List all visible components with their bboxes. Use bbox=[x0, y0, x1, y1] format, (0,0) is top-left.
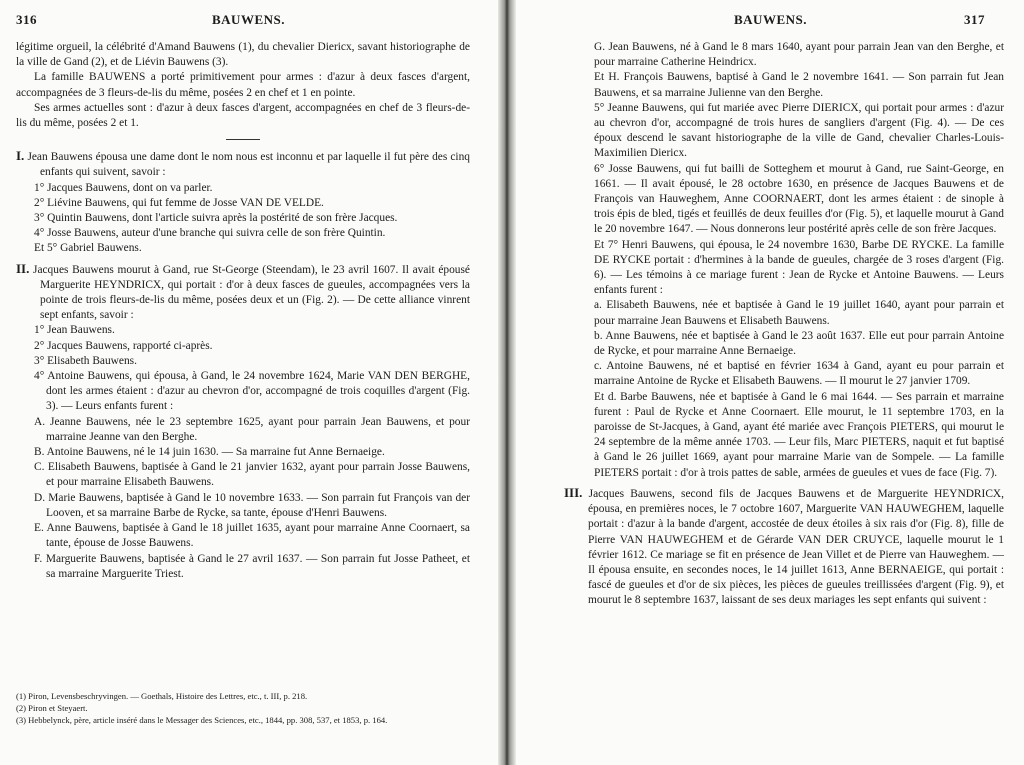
footnote: (2) Piron et Steyaert. bbox=[16, 703, 88, 713]
paragraph: légitime orgueil, la célébrité d'Amand Bauwens (1), du chevalier Diericx, savant historiographe de la ville de Gand (2), et de Liévin Bauwens (3). bbox=[16, 41, 470, 69]
paragraph: a. Elisabeth Bauwens, née et baptisée à Gand le 19 juillet 1640, ayant pour parrain et pour marraine Jean Bauwens et Elisabeth Bauwens. bbox=[594, 299, 1004, 327]
paragraph: 6° Josse Bauwens, qui fut bailli de Sotteghem et mourut à Gand, rue Saint-George, en 1661. — Il avait épousé, le 28 octobre 1630, en présence de Jacques Bauwens et de François van Hauweghem, Anne COORNAERT, dont les armes étaient : de sinople à trois épis de bled, tigés et feuillés de deux feuilles d'or (Fig. 5), et laquelle mourut à Gand le 20 novembre 1647. — Nous donnerons leur postérité après celle de son frère Jacques. bbox=[594, 162, 1004, 236]
paragraph: F. Marguerite Bauwens, baptisée à Gand le 27 avril 1637. — Son parrain fut Josse Patheet, et sa marraine Marguerite Triest. bbox=[34, 552, 470, 580]
paragraph: C. Elisabeth Bauwens, baptisée à Gand le 21 janvier 1632, ayant pour parrain Josse Bauwens, et pour marraine Elisabeth Bauwens. bbox=[34, 461, 470, 489]
paragraph-text: Jacques Bauwens, second fils de Jacques Bauwens et de Marguerite HEYNDRICX, épousa, en premières noces, le 7 octobre 1607, Marguerite VAN HAUWEGHEM, laquelle portait : d'azur à la bande d'argent, accostée de deux étoiles à six rais d'or (Fig. 8), fille de Pierre VAN HAUWEGHEM et de Gérarde VAN DER CRUYCE, laquelle mourut le 1 février 1612. Ce mariage se fit en présence de Jean Villet et de Pierre van Hauweghem. — Il épousa ensuite, en secondes noces, le 14 juillet 1613, Anne BERNAEIGE, qui portait : fascé de gueules et d'or de six pièces, les pièces de gueules treillissées d'argent (Fig. 9), et mourut le 8 septembre 1637, laissant de ses deux mariages les sept enfants qui suivent : bbox=[588, 487, 1004, 607]
paragraph: b. Anne Bauwens, née et baptisée à Gand le 23 août 1637. Elle eut pour parrain Antoine de Rycke, et pour marraine Anne Bernaeige. bbox=[594, 329, 1004, 358]
page-number: 316 bbox=[16, 12, 37, 27]
paragraph-text: Jacques Bauwens mourut à Gand, rue St-George (Steendam), le 23 avril 1607. Il avait épousé Marguerite HEYNDRICX, qui portait : d'or à deux fasces de gueules, accompagnées vers la pointe de trois fleurs-de-lis du même, posées deux et un (Fig. 2). — De cette alliance vinrent sept enfants, savoir : bbox=[33, 263, 470, 322]
paragraph: c. Antoine Bauwens, né et baptisé en février 1634 à Gand, ayant eu pour parrain et marraine Antoine de Rycke et Elisabeth Bauwens. — Il mourut le 27 janvier 1709. bbox=[594, 360, 1004, 388]
paragraph: 5° Jeanne Bauwens, qui fut mariée avec Pierre DIERICX, qui portait pour armes : d'azur au chevron d'or, accompagné de trois hures de sangliers d'argent (Fig. 4). — De ces époux descend le savant historiographe de la ville de Gand, chevalier Charles-Louis-Maximilien Diericx. bbox=[594, 101, 1004, 160]
section-numeral: I. bbox=[16, 148, 25, 164]
paragraph-text: Jean Bauwens épousa une dame dont le nom nous est inconnu et par laquelle il fut père des cinq enfants qui suivent, savoir : bbox=[27, 151, 470, 179]
footnote: (3) Hebbelynck, père, article inséré dans le Messager des Sciences, etc., 1844, pp. 308, 537, et 1853, p. 164. bbox=[16, 715, 388, 725]
paragraph: 2° Jacques Bauwens, rapporté ci-après. bbox=[34, 339, 213, 352]
paragraph: 3° Elisabeth Bauwens. bbox=[34, 354, 137, 367]
paragraph: La famille BAUWENS a porté primitivement pour armes : d'azur à deux fasces d'argent, accompagnées de 3 fleurs-de-lis du même, posées 2 en chef et 1 en pointe. bbox=[16, 71, 470, 99]
paragraph: 4° Antoine Bauwens, qui épousa, à Gand, le 24 novembre 1624, Marie VAN DEN BERGHE, dont les armes étaient : d'azur au chevron d'or, accompagné de trois coquilles d'argent (Fig. 3). — Leurs enfants furent : bbox=[34, 370, 470, 413]
right-page bbox=[524, 0, 1024, 765]
section-rule bbox=[226, 139, 260, 140]
paragraph: G. Jean Bauwens, né à Gand le 8 mars 1640, ayant pour parrain Jean van den Berghe, et pour marraine Catherine Heindricx. bbox=[594, 41, 1004, 69]
left-page bbox=[0, 0, 500, 765]
paragraph: 2° Liévine Bauwens, qui fut femme de Josse VAN DE VELDE. bbox=[34, 196, 324, 209]
paragraph: E. Anne Bauwens, baptisée à Gand le 18 juillet 1635, ayant pour marraine Anne Coornaert, sa tante, épouse de Josse Bauwens. bbox=[34, 522, 470, 550]
page-body bbox=[564, 40, 1004, 609]
paragraph: Et 7° Henri Bauwens, qui épousa, le 24 novembre 1630, Barbe DE RYCKE. La famille DE RYCKE portait : d'hermines à la bande de gueules, chargée de 3 roses d'argent (Fig. 6). — Les témoins à ce mariage furent : Jean de Rycke et Antoine Bauwens. — Leurs enfants furent : bbox=[594, 238, 1004, 297]
section-numeral: III. bbox=[564, 484, 583, 500]
section-numeral: II. bbox=[16, 260, 30, 276]
paragraph bbox=[16, 148, 470, 180]
page-number: 317 bbox=[964, 12, 985, 27]
book-gutter bbox=[498, 0, 516, 765]
running-header: BAUWENS. bbox=[734, 12, 807, 27]
paragraph: 1° Jacques Bauwens, dont on va parler. bbox=[34, 181, 213, 194]
paragraph: B. Antoine Bauwens, né le 14 juin 1630. — Sa marraine fut Anne Bernaeige. bbox=[34, 446, 385, 459]
paragraph: Et H. François Bauwens, baptisé à Gand le 2 novembre 1641. — Son parrain fut Jean Bauwens, et sa marraine Julienne van den Berghe. bbox=[594, 71, 1004, 99]
page-body bbox=[16, 40, 470, 582]
paragraph: 1° Jean Bauwens. bbox=[34, 324, 115, 337]
paragraph: 3° Quintin Bauwens, dont l'article suivra après la postérité de son frère Jacques. bbox=[34, 212, 398, 225]
paragraph bbox=[564, 485, 1004, 609]
paragraph: Et 5° Gabriel Bauwens. bbox=[34, 242, 142, 255]
paragraph: Ses armes actuelles sont : d'azur à deux fasces d'argent, accompagnées en chef de 3 fleurs-de-lis du même, posées 2 et 1. bbox=[16, 101, 470, 130]
paragraph: A. Jeanne Bauwens, née le 23 septembre 1625, ayant pour parrain Jean Bauwens, et pour marraine Jeanne van den Berghe. bbox=[34, 415, 470, 443]
running-header: BAUWENS. bbox=[212, 12, 285, 27]
paragraph: D. Marie Bauwens, baptisée à Gand le 10 novembre 1633. — Son parrain fut François van der Looven, et sa marraine Barbe de Rycke, sa tante, épouse d'Henri Bauwens. bbox=[34, 491, 470, 519]
paragraph: 4° Josse Bauwens, auteur d'une branche qui suivra celle de son frère Quintin. bbox=[34, 227, 386, 240]
paragraph bbox=[16, 261, 470, 324]
footnote: (1) Piron, Levensbeschryvingen. — Goethals, Histoire des Lettres, etc., t. III, p. 218. bbox=[16, 691, 308, 701]
footnotes bbox=[16, 690, 470, 726]
paragraph: Et d. Barbe Bauwens, née et baptisée à Gand le 6 mai 1644. — Ses parrain et marraine furent : Paul de Rycke et Anne Coornaert. Elle mourut, le 11 septembre 1703, en la paroisse de St-Jacques, à Gand, ayant été mariée avec François PIETERS, qui mourut le 24 septembre de la même année 1703. — Leur fils, Marc PIETERS, naquit et fut baptisé à Gand le 26 juillet 1669, ayant pour marraine Marie van de Sompele. — La famille PIETERS portait : d'or à trois pattes de sable, armées de gueules et vues de face (Fig. 7). bbox=[594, 390, 1004, 479]
